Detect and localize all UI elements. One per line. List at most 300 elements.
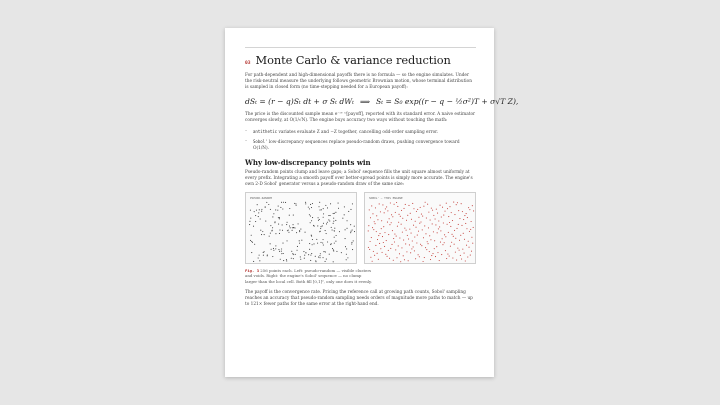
pseudo-random-point	[309, 243, 310, 244]
pseudo-random-point	[312, 239, 313, 240]
sobol-point	[409, 244, 410, 245]
sobol-point	[447, 224, 448, 225]
code-sobol: Sobol'	[253, 139, 268, 144]
sobol-point	[468, 207, 469, 208]
sobol-point	[418, 231, 419, 232]
pseudo-random-point	[293, 254, 294, 255]
pseudo-random-point	[329, 254, 330, 255]
pseudo-random-point	[319, 219, 320, 220]
sobol-point	[457, 202, 458, 203]
pseudo-random-point	[333, 250, 334, 251]
pseudo-random-point	[329, 220, 330, 221]
sobol-point	[409, 229, 410, 230]
pseudo-random-point	[325, 205, 326, 206]
pseudo-random-point	[350, 232, 351, 233]
sobol-point	[455, 238, 456, 239]
pseudo-random-point	[282, 208, 283, 209]
sobol-point	[466, 245, 467, 246]
pseudo-random-point	[315, 260, 316, 261]
sobol-point	[473, 210, 474, 211]
sobol-point	[420, 244, 421, 245]
sobol-point	[414, 250, 415, 251]
sobol-point	[390, 202, 391, 203]
pseudo-random-point	[286, 260, 287, 261]
pseudo-random-point	[322, 257, 323, 258]
sobol-point	[391, 222, 392, 223]
pseudo-random-point	[289, 225, 290, 226]
sobol-point	[397, 226, 398, 227]
sobol-point	[383, 226, 384, 227]
sobol-point	[419, 223, 420, 224]
pseudo-random-point	[288, 230, 289, 231]
sobol-point	[370, 217, 371, 218]
pseudo-random-point	[353, 240, 354, 241]
pseudo-random-point	[346, 228, 347, 229]
sobol-point	[401, 247, 402, 248]
pseudo-random-point	[352, 249, 353, 250]
pseudo-random-point	[296, 232, 297, 233]
sobol-point	[389, 218, 390, 219]
sobol-point	[427, 243, 428, 244]
pseudo-random-point	[323, 208, 324, 209]
sobol-point	[392, 230, 393, 231]
gbm-equation	[245, 97, 519, 106]
pseudo-random-point	[319, 255, 320, 256]
pseudo-random-point	[250, 240, 251, 241]
sobol-point	[466, 228, 467, 229]
pseudo-random-point	[325, 261, 326, 262]
pseudo-random-point	[330, 203, 331, 204]
pseudo-random-point	[275, 245, 276, 246]
pseudo-random-point	[294, 203, 295, 204]
pseudo-random-point	[293, 215, 294, 216]
pseudo-random-point	[354, 231, 355, 232]
sobol-point	[440, 205, 441, 206]
sobol-point	[456, 228, 457, 229]
sobol-point	[399, 253, 400, 254]
pseudo-random-point	[310, 215, 311, 216]
sobol-point	[399, 238, 400, 239]
pseudo-random-point	[278, 217, 279, 218]
pseudo-random-point	[299, 231, 300, 232]
sobol-point	[439, 226, 440, 227]
sobol-point	[428, 227, 429, 228]
pseudo-random-point	[259, 260, 260, 261]
sobol-point	[442, 207, 443, 208]
pseudo-random-point	[289, 208, 290, 209]
list-text-sobol: low-discrepancy sequences replace pseudo-random draws, pushing convergence toward O(1/N).	[253, 140, 460, 151]
sobol-point	[387, 256, 388, 257]
sobol-point	[430, 239, 431, 240]
sobol-point	[446, 258, 447, 259]
sobol-point	[381, 228, 382, 229]
sobol-point	[426, 249, 427, 250]
pseudo-random-point	[317, 243, 318, 244]
pseudo-random-point	[319, 257, 320, 258]
sobol-point	[458, 224, 459, 225]
pseudo-random-point	[350, 209, 351, 210]
sobol-point	[368, 230, 369, 231]
sobol-point	[452, 234, 453, 235]
equation-rhs: Sₜ = S₀ exp((r − q − ½σ²)T + σ√T Z),	[376, 97, 519, 106]
sobol-point	[376, 215, 377, 216]
pseudo-random-point	[267, 255, 268, 256]
sobol-point	[450, 246, 451, 247]
pseudo-random-point	[305, 203, 306, 204]
pseudo-random-point	[285, 202, 286, 203]
sobol-point	[450, 226, 451, 227]
pseudo-random-point	[331, 227, 332, 228]
section-heading	[245, 53, 476, 67]
sobol-point	[403, 255, 404, 256]
sobol-point	[423, 261, 424, 262]
sobol-point	[397, 206, 398, 207]
pseudo-random-point	[272, 256, 273, 257]
list-text-antithetic: variates evaluate Z and −Z together, cancelling odd-order sampling error.	[277, 130, 439, 135]
sobol-point	[388, 250, 389, 251]
pseudo-random-point	[313, 243, 314, 244]
pseudo-random-point	[304, 255, 305, 256]
sobol-point	[446, 203, 447, 204]
sobol-scatter	[365, 193, 477, 265]
pseudo-random-point	[318, 217, 319, 218]
sobol-point	[463, 233, 464, 234]
pseudo-random-point	[338, 203, 339, 204]
sobol-point	[424, 225, 425, 226]
pseudo-random-point	[250, 218, 251, 219]
sobol-point	[471, 237, 472, 238]
pseudo-random-point	[333, 261, 334, 262]
pseudo-random-point	[294, 227, 295, 228]
pseudo-random-point	[334, 228, 335, 229]
sobol-point	[403, 208, 404, 209]
pseudo-random-point	[288, 232, 289, 233]
sobol-point	[467, 217, 468, 218]
pseudo-random-point	[333, 218, 334, 219]
sobol-point	[444, 211, 445, 212]
section-number: 03	[245, 61, 251, 66]
sobol-point	[442, 244, 443, 245]
pseudo-random-point	[250, 210, 251, 211]
sobol-point	[449, 206, 450, 207]
sobol-point	[390, 248, 391, 249]
sobol-point	[454, 230, 455, 231]
sobol-point	[382, 236, 383, 237]
sobol-point	[385, 254, 386, 255]
sobol-point	[378, 259, 379, 260]
sobol-point	[466, 213, 467, 214]
page-content	[245, 47, 519, 308]
pseudo-random-point	[299, 230, 300, 231]
sobol-point	[435, 224, 436, 225]
pseudo-random-point	[279, 217, 280, 218]
pseudo-random-point	[261, 211, 262, 212]
sobol-point	[471, 251, 472, 252]
sobol-point	[454, 214, 455, 215]
pseudo-random-point	[270, 243, 271, 244]
sobol-point	[410, 213, 411, 214]
sobol-point	[472, 243, 473, 244]
pseudo-random-point	[281, 253, 282, 254]
sobol-point	[445, 236, 446, 237]
sobol-point	[410, 252, 411, 253]
pseudo-random-point	[323, 245, 324, 246]
section-title: Monte Carlo & variance reduction	[255, 53, 451, 67]
pseudo-random-point	[301, 240, 302, 241]
sobol-point	[439, 260, 440, 261]
sobol-point	[399, 214, 400, 215]
pseudo-random-point	[296, 250, 297, 251]
pseudo-random-point	[333, 249, 334, 250]
pseudo-random-point	[258, 258, 259, 259]
sobol-point	[448, 216, 449, 217]
pseudo-random-point	[323, 217, 324, 218]
sobol-point	[418, 254, 419, 255]
pseudo-random-point	[251, 241, 252, 242]
pseudo-random-point	[266, 202, 267, 203]
sobol-point	[398, 222, 399, 223]
sobol-point	[401, 210, 402, 211]
pseudo-random-point	[338, 208, 339, 209]
sobol-point	[420, 221, 421, 222]
sobol-point	[431, 208, 432, 209]
sobol-point	[428, 212, 429, 213]
pseudo-random-point	[326, 233, 327, 234]
sobol-point	[387, 222, 388, 223]
sobol-point	[379, 203, 380, 204]
pseudo-random-point	[287, 222, 288, 223]
pseudo-random-point	[334, 243, 335, 244]
sobol-point	[443, 215, 444, 216]
pseudo-random-point	[335, 212, 336, 213]
sobol-point	[391, 244, 392, 245]
pseudo-random-point	[318, 257, 319, 258]
sobol-point	[424, 257, 425, 258]
pseudo-random-point	[272, 216, 273, 217]
sobol-point	[436, 209, 437, 210]
implies-arrow: ⟹	[359, 97, 370, 106]
pseudo-random-point	[273, 250, 274, 251]
pseudo-random-point	[291, 251, 292, 252]
sobol-point	[372, 261, 373, 262]
pseudo-random-point	[345, 229, 346, 230]
pseudo-random-point	[279, 233, 280, 234]
sobol-point	[371, 205, 372, 206]
sobol-point	[404, 228, 405, 229]
pseudo-random-point	[277, 210, 278, 211]
pseudo-random-point	[259, 209, 260, 210]
sobol-point	[426, 218, 427, 219]
sobol-point	[396, 236, 397, 237]
pseudo-random-point	[283, 202, 284, 203]
pseudo-random-point	[325, 230, 326, 231]
sobol-point	[461, 203, 462, 204]
pseudo-random-point	[270, 233, 271, 234]
sobol-point	[433, 215, 434, 216]
pseudo-random-point	[310, 255, 311, 256]
pseudo-random-point	[327, 222, 328, 223]
pseudo-random-point	[328, 215, 329, 216]
sobol-point	[415, 258, 416, 259]
pseudo-random-point	[344, 214, 345, 215]
pseudo-random-point	[256, 210, 257, 211]
sobol-point	[471, 221, 472, 222]
sobol-point	[437, 232, 438, 233]
sobol-point	[408, 238, 409, 239]
sobol-point	[469, 231, 470, 232]
sobol-point	[378, 235, 379, 236]
sobol-point	[418, 217, 419, 218]
list-item-antithetic	[245, 129, 476, 136]
pseudo-random-point	[290, 227, 291, 228]
pseudo-random-point	[292, 227, 293, 228]
pseudo-random-point	[320, 228, 321, 229]
pseudo-random-point	[311, 220, 312, 221]
sobol-point	[435, 256, 436, 257]
pseudo-random-point	[326, 259, 327, 260]
sobol-point	[406, 251, 407, 252]
sobol-point	[382, 252, 383, 253]
pseudo-random-point	[300, 259, 301, 260]
pseudo-random-point	[331, 243, 332, 244]
sobol-point	[404, 259, 405, 260]
sobol-point	[374, 221, 375, 222]
sobol-point	[392, 216, 393, 217]
sobol-point	[400, 261, 401, 262]
sobol-point	[368, 247, 369, 248]
sobol-point	[423, 206, 424, 207]
pseudo-random-point	[305, 202, 306, 203]
pseudo-random-point	[293, 227, 294, 228]
sobol-point	[465, 260, 466, 261]
sobol-point	[406, 230, 407, 231]
sobol-point	[437, 252, 438, 253]
sobol-point	[425, 247, 426, 248]
technique-list	[245, 129, 476, 152]
pseudo-random-point	[318, 206, 319, 207]
pseudo-random-point	[270, 209, 271, 210]
sobol-point	[453, 202, 454, 203]
sobol-point	[464, 239, 465, 240]
sobol-point	[451, 242, 452, 243]
pseudo-random-point	[334, 231, 335, 232]
pseudo-random-point	[322, 242, 323, 243]
pseudo-random-point	[275, 233, 276, 234]
pseudo-random-point	[328, 219, 329, 220]
pseudo-random-point	[344, 206, 345, 207]
pseudo-random-point	[295, 254, 296, 255]
sobol-point	[445, 250, 446, 251]
pseudo-random-point	[345, 246, 346, 247]
sobol-point	[411, 219, 412, 220]
pseudo-random-point	[291, 258, 292, 259]
sobol-point	[464, 253, 465, 254]
pseudo-random-point	[336, 251, 337, 252]
sobol-point	[432, 210, 433, 211]
pseudo-random-point	[261, 234, 262, 235]
pseudo-random-scatter	[246, 193, 358, 265]
sobol-point	[460, 255, 461, 256]
sobol-point	[470, 229, 471, 230]
sobol-point	[415, 227, 416, 228]
pseudo-random-point	[311, 207, 312, 208]
pseudo-random-point	[303, 251, 304, 252]
sobol-point	[411, 248, 412, 249]
figure-label-sobol: SOBOL' — THIS ENGINE	[369, 196, 403, 200]
pseudo-random-point	[253, 226, 254, 227]
sobol-point	[422, 229, 423, 230]
sobol-point	[457, 248, 458, 249]
sobol-point	[464, 215, 465, 216]
pseudo-random-point	[278, 224, 279, 225]
sobol-point	[402, 218, 403, 219]
sobol-point	[437, 213, 438, 214]
pseudo-random-point	[311, 236, 312, 237]
sobol-point	[398, 245, 399, 246]
pseudo-random-point	[257, 204, 258, 205]
sobol-point	[463, 219, 464, 220]
sobol-point	[408, 205, 409, 206]
pseudo-random-point	[317, 225, 318, 226]
sobol-point	[368, 225, 369, 226]
pseudo-random-point	[304, 258, 305, 259]
caption-label: Fig. 3	[245, 268, 260, 273]
pseudo-random-point	[272, 227, 273, 228]
pseudo-random-point	[311, 235, 312, 236]
pseudo-random-point	[308, 254, 309, 255]
pseudo-random-point	[293, 224, 294, 225]
sobol-point	[459, 250, 460, 251]
sobol-point	[395, 249, 396, 250]
sobol-point	[417, 235, 418, 236]
sobol-point	[405, 243, 406, 244]
pseudo-random-point	[334, 213, 335, 214]
sobol-point	[444, 242, 445, 243]
pseudo-random-point	[260, 230, 261, 231]
sobol-point	[412, 203, 413, 204]
pseudo-random-point	[251, 252, 252, 253]
pseudo-random-point	[254, 211, 255, 212]
sobol-point	[460, 235, 461, 236]
pseudo-random-point	[335, 220, 336, 221]
sobol-point	[377, 253, 378, 254]
pseudo-random-point	[322, 239, 323, 240]
sobol-point	[385, 208, 386, 209]
pseudo-random-point	[330, 215, 331, 216]
pseudo-random-point	[279, 218, 280, 219]
sobol-point	[376, 231, 377, 232]
sobol-point	[456, 204, 457, 205]
pseudo-random-point	[286, 259, 287, 260]
sobol-point	[371, 237, 372, 238]
sobol-point	[443, 222, 444, 223]
sobol-point	[438, 220, 439, 221]
pseudo-random-point	[325, 251, 326, 252]
sobol-point	[449, 222, 450, 223]
sobol-point	[395, 212, 396, 213]
pseudo-random-point	[260, 218, 261, 219]
pseudo-random-point	[251, 235, 252, 236]
pseudo-random-point	[351, 243, 352, 244]
pseudo-random-point	[319, 202, 320, 203]
sobol-point	[375, 245, 376, 246]
sobol-point	[420, 207, 421, 208]
pseudo-random-point	[310, 260, 311, 261]
sobol-point	[413, 208, 414, 209]
pseudo-random-point	[342, 218, 343, 219]
pseudo-random-point	[305, 232, 306, 233]
pseudo-random-point	[263, 252, 264, 253]
